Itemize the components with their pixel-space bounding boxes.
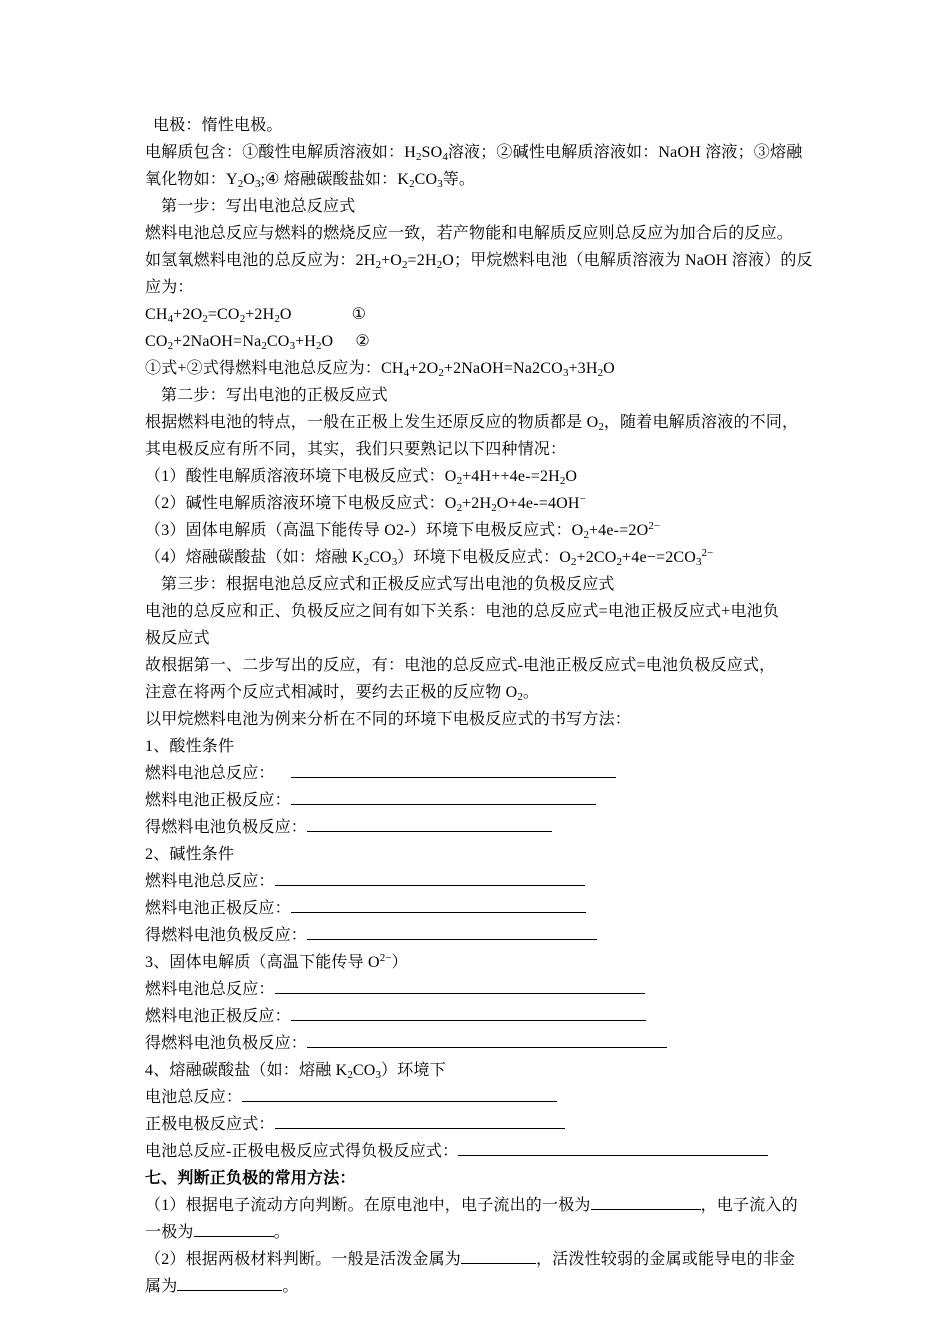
text-run: +2O bbox=[409, 360, 439, 377]
text-run: CO bbox=[352, 1062, 376, 1079]
line-method-1b bbox=[145, 1219, 815, 1246]
line-step3-body-4 bbox=[145, 679, 815, 706]
document-body bbox=[145, 112, 815, 1300]
text-run: ① bbox=[351, 306, 367, 323]
subscript: 2 bbox=[415, 151, 422, 163]
text-run: 等。 bbox=[442, 171, 476, 188]
text-run: 燃料电池总反应与燃料的燃烧反应一致，若产物能和电解质反应则总反应为加合后的反应。 bbox=[145, 225, 794, 242]
text-run: 。 bbox=[282, 1278, 299, 1295]
line-electrolyte-2 bbox=[145, 166, 815, 193]
text-run: O bbox=[565, 468, 578, 485]
spacer bbox=[275, 777, 291, 778]
text-run: 燃料电池正极反应： bbox=[145, 1008, 291, 1025]
line-s1-positive bbox=[145, 787, 815, 814]
text-run: ② bbox=[355, 333, 370, 350]
line-step1-body-3 bbox=[145, 274, 815, 301]
text-run: 电池总反应： bbox=[145, 1089, 243, 1106]
subscript: 2 bbox=[261, 340, 267, 352]
line-electrolyte-1 bbox=[145, 139, 815, 166]
fill-in-blank bbox=[591, 1195, 701, 1210]
text-run: 1、酸性条件 bbox=[145, 738, 235, 755]
subscript: 2 bbox=[559, 475, 566, 487]
text-run: +2O bbox=[173, 306, 203, 323]
line-step2-title bbox=[145, 382, 815, 409]
subscript: 3 bbox=[289, 340, 296, 352]
line-s1-negative bbox=[145, 814, 815, 841]
text-run: +4e−=2CO bbox=[622, 549, 697, 566]
text-run: +2NaOH=Na2CO bbox=[443, 360, 563, 377]
fill-in-blank bbox=[275, 979, 645, 994]
line-electrode bbox=[145, 112, 815, 139]
text-run: +2H bbox=[245, 306, 275, 323]
subscript: 2 bbox=[409, 178, 415, 190]
line-s2-negative bbox=[145, 922, 815, 949]
text-run: 应为： bbox=[145, 279, 194, 296]
text-run: CH bbox=[145, 306, 168, 323]
text-run: +3H bbox=[568, 360, 598, 377]
text-run: +4H++4e-=2H bbox=[462, 468, 560, 485]
subscript: 2 bbox=[583, 529, 589, 541]
text-run: 如氢氧燃料电池的总反应为：2H bbox=[145, 252, 376, 269]
text-run: +2H bbox=[462, 495, 492, 512]
line-step3-body-2 bbox=[145, 625, 815, 652]
text-run: O；甲烷燃料电池（电解质溶液为 NaOH 溶液）的反 bbox=[442, 252, 813, 269]
text-run: 极反应式 bbox=[145, 630, 210, 647]
text-run: （1）酸性电解质溶液环境下电极反应式：O bbox=[145, 468, 457, 485]
subscript: 2 bbox=[167, 340, 174, 352]
text-run: 正极电极反应式： bbox=[145, 1116, 275, 1133]
line-s3-positive bbox=[145, 1003, 815, 1030]
subscript: 4 bbox=[403, 367, 410, 379]
text-run: 。 bbox=[522, 684, 540, 701]
spacer bbox=[292, 318, 352, 319]
line-equation-2 bbox=[145, 328, 815, 355]
subscript: 2 bbox=[597, 367, 604, 379]
text-run: （1）根据电子流动方向判断。在原电池中，电子流出的一极为 bbox=[145, 1197, 591, 1214]
text-run: O bbox=[279, 306, 292, 323]
subscript: 2 bbox=[375, 259, 382, 271]
subscript: 3 bbox=[255, 178, 261, 190]
text-run: +4e-=2O bbox=[588, 522, 649, 539]
text-run: =2H bbox=[407, 252, 437, 269]
subscript: 3 bbox=[696, 556, 702, 568]
text-run: 电解质包含：①酸性电解质溶液如：H bbox=[145, 144, 416, 161]
text-run: CO bbox=[369, 549, 392, 566]
line-case-2 bbox=[145, 490, 815, 517]
line-section-2-title bbox=[145, 841, 815, 868]
subscript: 4 bbox=[442, 151, 448, 163]
subscript: 2 bbox=[237, 178, 244, 190]
text-run: 燃料电池总反应： bbox=[145, 873, 275, 890]
line-method-2b bbox=[145, 1273, 815, 1300]
text-run: （4）熔融碳酸盐（如：熔融 K bbox=[145, 549, 364, 566]
text-run: 燃料电池总反应： bbox=[145, 981, 275, 998]
line-step2-body-1 bbox=[145, 409, 815, 436]
text-run: CO bbox=[414, 171, 438, 188]
line-step3-body-3 bbox=[145, 652, 815, 679]
text-run: 故根据第一、二步写出的反应，有：电池的总反应式-电池正极反应式=电池负极反应式， bbox=[145, 657, 776, 674]
text-run: CO bbox=[266, 333, 290, 350]
text-run: CO bbox=[145, 333, 168, 350]
subscript: 4 bbox=[167, 313, 174, 325]
line-equation-sum bbox=[145, 355, 815, 382]
text-run: 电极：惰性电极。 bbox=[153, 117, 283, 134]
line-method-2a bbox=[145, 1246, 815, 1273]
text-run: 注意在将两个反应式相减时，要约去正极的反应物 O bbox=[145, 684, 518, 701]
text-run: O bbox=[321, 333, 334, 350]
fill-in-blank bbox=[242, 1087, 557, 1102]
line-method-1a bbox=[145, 1192, 815, 1219]
text-run: 溶液；②碱性电解质溶液如：NaOH 溶液；③熔融 bbox=[447, 144, 803, 161]
line-s2-positive bbox=[145, 895, 815, 922]
text-run: （3）固体电解质（高温下能传导 O2-）环境下电极反应式：O bbox=[145, 522, 584, 539]
text-run: +O bbox=[381, 252, 403, 269]
line-s1-total bbox=[145, 760, 815, 787]
text-run: O+4e-=4OH bbox=[496, 495, 580, 512]
subscript: 3 bbox=[375, 1069, 381, 1081]
text-run: ，随着电解质溶液的不同， bbox=[603, 414, 799, 431]
subscript: 2 bbox=[438, 367, 444, 379]
text-run: 第二步：写出电池的正极反应式 bbox=[161, 387, 388, 404]
text-run: ）环境下电极反应式：O bbox=[397, 549, 571, 566]
fill-in-blank bbox=[461, 1249, 536, 1264]
text-run: ①式+②式得燃料电池总反应为：CH bbox=[145, 360, 404, 377]
text-run: O bbox=[243, 171, 256, 188]
subscript: 2 bbox=[347, 1069, 353, 1081]
text-run: ） bbox=[391, 954, 408, 971]
fill-in-blank bbox=[307, 1033, 667, 1048]
line-step3-title bbox=[145, 571, 815, 598]
line-section-7-title bbox=[145, 1165, 815, 1192]
text-run: 电池总反应-正极电极反应式得负极反应式： bbox=[145, 1143, 459, 1160]
text-run: 燃料电池正极反应： bbox=[145, 792, 291, 809]
subscript: 3 bbox=[562, 367, 569, 379]
line-case-4 bbox=[145, 544, 815, 571]
text-run: ;④ 熔融碳酸盐如：K bbox=[260, 171, 410, 188]
subscript: 2 bbox=[456, 502, 463, 514]
text-run: 燃料电池总反应： bbox=[145, 765, 275, 782]
line-case-1 bbox=[145, 463, 815, 490]
subscript: 2 bbox=[402, 259, 408, 271]
text-run: +2NaOH=Na bbox=[173, 333, 262, 350]
text-run: 一极为 bbox=[145, 1224, 194, 1241]
subscript: 2 bbox=[436, 259, 443, 271]
line-s3-negative bbox=[145, 1030, 815, 1057]
fill-in-blank bbox=[194, 1222, 274, 1237]
subscript: 2 bbox=[570, 556, 577, 568]
fill-in-blank bbox=[275, 1114, 565, 1129]
line-step3-body-1 bbox=[145, 598, 815, 625]
fill-in-blank bbox=[307, 925, 597, 940]
subscript: 3 bbox=[391, 556, 398, 568]
text-run: 以甲烷燃料电池为例来分析在不同的环境下电极反应式的书写方法： bbox=[145, 711, 632, 728]
superscript: 2− bbox=[379, 952, 392, 964]
line-step1-body-1 bbox=[145, 220, 815, 247]
line-example-intro bbox=[145, 706, 815, 733]
superscript: − bbox=[579, 493, 586, 505]
line-s3-total bbox=[145, 976, 815, 1003]
line-step1-body-2 bbox=[145, 247, 815, 274]
text-run: O bbox=[603, 360, 615, 377]
line-s4-negative bbox=[145, 1138, 815, 1165]
fill-in-blank bbox=[177, 1276, 282, 1291]
text-run: 电池的总反应和正、负极反应之间有如下关系：电池的总反应式=电池正极反应式+电池负 bbox=[145, 603, 780, 620]
subscript: 2 bbox=[363, 556, 370, 568]
text-run: （2）碱性电解质溶液环境下电极反应式：O bbox=[145, 495, 457, 512]
text-run: 七、判断正负极的常用方法： bbox=[145, 1170, 356, 1187]
superscript: 2− bbox=[701, 547, 714, 559]
text-run: 得燃料电池负极反应： bbox=[145, 1035, 308, 1052]
subscript: 2 bbox=[456, 475, 463, 487]
subscript: 2 bbox=[239, 313, 246, 325]
line-equation-1 bbox=[145, 301, 815, 328]
subscript: 2 bbox=[616, 556, 623, 568]
fill-in-blank bbox=[458, 1141, 768, 1156]
line-step2-body-2 bbox=[145, 436, 815, 463]
superscript: 2− bbox=[648, 520, 661, 532]
text-run: 第三步：根据电池总反应式和正极反应式写出电池的负极反应式 bbox=[161, 576, 615, 593]
fill-in-blank bbox=[291, 898, 586, 913]
text-run: 氧化物如：Y bbox=[145, 171, 238, 188]
subscript: 2 bbox=[491, 502, 497, 514]
text-run: 第一步：写出电池总反应式 bbox=[161, 198, 356, 215]
fill-in-blank bbox=[291, 1006, 646, 1021]
line-case-3 bbox=[145, 517, 815, 544]
fill-in-blank bbox=[291, 790, 596, 805]
fill-in-blank bbox=[275, 871, 585, 886]
text-run: SO bbox=[421, 144, 443, 161]
text-run: 得燃料电池负极反应： bbox=[145, 819, 308, 836]
line-section-1-title bbox=[145, 733, 815, 760]
subscript: 2 bbox=[517, 691, 523, 703]
subscript: 2 bbox=[598, 421, 604, 433]
subscript: 2 bbox=[316, 340, 322, 352]
text-run: ）环境下 bbox=[381, 1062, 446, 1079]
line-s4-total bbox=[145, 1084, 815, 1111]
text-run: 4、熔融碳酸盐（如：熔融 K bbox=[145, 1062, 348, 1079]
text-run: 其电极反应有所不同，其实，我们只要熟记以下四种情况： bbox=[145, 441, 567, 458]
fill-in-blank bbox=[291, 763, 616, 778]
subscript: 2 bbox=[274, 313, 280, 325]
text-run: 燃料电池正极反应： bbox=[145, 900, 291, 917]
line-section-4-title bbox=[145, 1057, 815, 1084]
text-run: =CO bbox=[207, 306, 240, 323]
subscript: 2 bbox=[202, 313, 208, 325]
text-run: +H bbox=[295, 333, 317, 350]
text-run: 得燃料电池负极反应： bbox=[145, 927, 308, 944]
text-run: 。 bbox=[273, 1224, 290, 1241]
text-run: 根据燃料电池的特点，一般在正极上发生还原反应的物质都是 O bbox=[145, 414, 599, 431]
text-run: ，活泼性较弱的金属或能导电的非金 bbox=[536, 1251, 796, 1268]
text-run: ，电子流入的 bbox=[700, 1197, 798, 1214]
line-s2-total bbox=[145, 868, 815, 895]
fill-in-blank bbox=[307, 817, 552, 832]
line-step1-title bbox=[145, 193, 815, 220]
spacer bbox=[333, 345, 355, 346]
text-run: （2）根据两极材料判断。一般是活泼金属为 bbox=[145, 1251, 462, 1268]
text-run: 3、固体电解质（高温下能传导 O bbox=[145, 954, 380, 971]
line-section-3-title bbox=[145, 949, 815, 976]
text-run: 属为 bbox=[145, 1278, 178, 1295]
subscript: 3 bbox=[437, 178, 443, 190]
text-run: 2、碱性条件 bbox=[145, 846, 235, 863]
line-s4-positive bbox=[145, 1111, 815, 1138]
text-run: +2CO bbox=[576, 549, 617, 566]
